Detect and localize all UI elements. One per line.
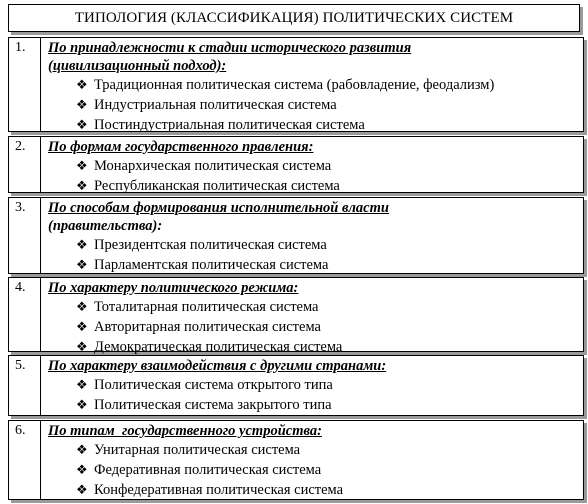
- diamond-bullet-icon: ❖: [76, 482, 88, 497]
- diamond-bullet-icon: ❖: [76, 319, 88, 334]
- list-item-label: Тоталитарная политическая система: [94, 299, 319, 315]
- list-item: [48, 95, 579, 115]
- section-content: [48, 199, 579, 275]
- diamond-bullet-icon: ❖: [76, 237, 88, 252]
- list-item: [48, 115, 579, 135]
- diamond-bullet-icon: ❖: [76, 97, 88, 112]
- list-item-label: Парламентская политическая система: [94, 257, 329, 273]
- section-heading: По принадлежности к стадии исторического развития: [48, 40, 412, 56]
- section-number: 3.: [9, 198, 41, 273]
- section-number: 2.: [9, 137, 41, 192]
- diamond-bullet-icon: ❖: [76, 299, 88, 314]
- section-3: [8, 197, 584, 274]
- list-item: [48, 375, 579, 395]
- diamond-bullet-icon: ❖: [76, 462, 88, 477]
- list-item-label: Демократическая политическая система: [94, 339, 343, 355]
- section-number: 5.: [9, 356, 41, 415]
- list-item-label: Политическая система открытого типа: [94, 377, 333, 393]
- list-item-label: Президентская политическая система: [94, 237, 327, 253]
- list-item-label: Традиционная политическая система (рабовладение, феодализм): [94, 77, 495, 93]
- diamond-bullet-icon: ❖: [76, 442, 88, 457]
- diamond-bullet-icon: ❖: [76, 158, 88, 173]
- list-item: [48, 480, 579, 500]
- section-content: [48, 39, 579, 135]
- section-2: [8, 136, 584, 193]
- diamond-bullet-icon: ❖: [76, 257, 88, 272]
- section-content: [48, 279, 579, 357]
- list-item: [48, 235, 579, 255]
- diamond-bullet-icon: ❖: [76, 77, 88, 92]
- section-4: [8, 277, 584, 355]
- section-heading: По характеру политического режима:: [48, 280, 299, 296]
- section-heading: По характеру взаимодействия с другими странами:: [48, 358, 387, 374]
- section-5: [8, 355, 584, 416]
- list-item: [48, 176, 579, 196]
- section-heading: По типам государственного устройства:: [48, 423, 322, 439]
- list-item: [48, 317, 579, 337]
- section-6: [8, 420, 584, 500]
- list-item-label: Авторитарная политическая система: [94, 319, 321, 335]
- section-heading-continued: (цивилизационный подход):: [48, 58, 227, 74]
- list-item-label: Монархическая политическая система: [94, 158, 332, 174]
- diamond-bullet-icon: ❖: [76, 397, 88, 412]
- list-item-label: Индустриальная политическая система: [94, 97, 337, 113]
- list-item-label: Постиндустриальная политическая система: [94, 117, 365, 133]
- section-content: [48, 138, 579, 196]
- diamond-bullet-icon: ❖: [76, 178, 88, 193]
- section-number: 4.: [9, 278, 41, 351]
- list-item-label: Конфедеративная политическая система: [94, 482, 344, 498]
- list-item-label: Политическая система закрытого типа: [94, 397, 332, 413]
- diamond-bullet-icon: ❖: [76, 117, 88, 132]
- list-item-label: Республиканская политическая система: [94, 178, 340, 194]
- section-number: 6.: [9, 421, 41, 499]
- section-heading: По способам формирования исполнительной власти: [48, 200, 389, 216]
- list-item: [48, 297, 579, 317]
- section-heading-continued: (правительства):: [48, 218, 163, 234]
- section-number: 1.: [9, 38, 41, 131]
- list-item-label: Федеративная политическая система: [94, 462, 322, 478]
- section-heading: По формам государственного правления:: [48, 139, 314, 155]
- section-content: [48, 357, 579, 415]
- list-item: [48, 337, 579, 357]
- list-item-label: Унитарная политическая система: [94, 442, 301, 458]
- page-title: ТИПОЛОГИЯ (КЛАССИФИКАЦИЯ) ПОЛИТИЧЕСКИХ СИСТЕМ: [8, 4, 580, 32]
- list-item: [48, 255, 579, 275]
- section-content: [48, 422, 579, 500]
- list-item: [48, 440, 579, 460]
- list-item: [48, 395, 579, 415]
- section-1: [8, 37, 584, 132]
- list-item: [48, 156, 579, 176]
- list-item: [48, 460, 579, 480]
- diamond-bullet-icon: ❖: [76, 377, 88, 392]
- diamond-bullet-icon: ❖: [76, 339, 88, 354]
- list-item: [48, 75, 579, 95]
